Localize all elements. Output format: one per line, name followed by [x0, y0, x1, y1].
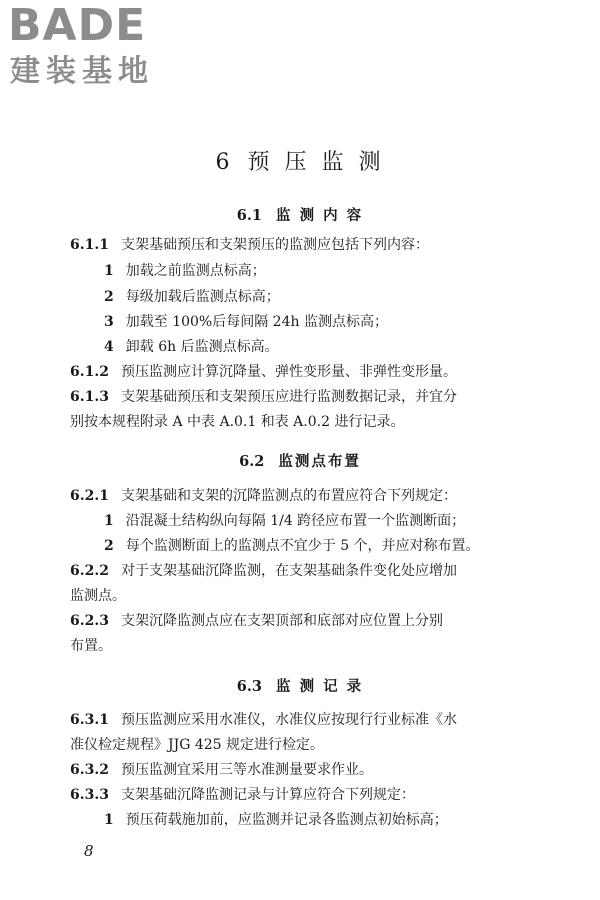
chapter-title: 预 压 监 测 — [247, 150, 385, 175]
item-number: 1 — [104, 812, 114, 828]
clause-text: 预压监测宜采用三等水准测量要求作业。 — [120, 762, 373, 778]
section-heading-6-1 — [0, 204, 600, 225]
item-number: 3 — [104, 314, 114, 330]
section-heading-6-3 — [0, 675, 600, 696]
chapter-number: 6 — [215, 150, 234, 175]
logo-wordmark: BADE — [8, 0, 147, 51]
clause-continuation — [70, 636, 530, 656]
clause-text: 支架基础和支架的沉降监测点的布置应符合下列规定： — [120, 488, 457, 504]
section-heading-6-2 — [0, 450, 600, 471]
clause-6-3-3 — [70, 785, 530, 805]
clause-text: 预压监测应计算沉降量、弹性变形量、非弹性变形量。 — [120, 364, 457, 380]
clause-number: 6.3.2 — [70, 762, 109, 778]
list-item — [104, 261, 564, 281]
item-text: 每级加载后监测点标高； — [125, 289, 280, 305]
clause-6-1-2 — [70, 362, 530, 382]
page-number: 8 — [84, 842, 94, 860]
clause-text: 支架沉降监测点应在支架顶部和底部对应位置上分别 — [120, 613, 443, 629]
item-text: 加载至 100%后每间隔 24h 监测点标高； — [125, 314, 388, 330]
clause-text: 准仪检定规程》JJG 425 规定进行检定。 — [70, 737, 325, 753]
clause-number: 6.3.3 — [70, 787, 109, 803]
list-item — [104, 287, 564, 307]
section-number: 6.2 — [239, 453, 265, 470]
item-text: 预压荷载施加前，应监测并记录各监测点初始标高； — [125, 812, 448, 828]
item-number: 2 — [104, 289, 114, 305]
item-text: 沿混凝土结构纵向每隔 1/4 跨径应布置一个监测断面； — [125, 513, 466, 529]
section-number: 6.3 — [236, 678, 263, 695]
clause-number: 6.2.1 — [70, 488, 109, 504]
clause-continuation — [70, 586, 530, 606]
list-item — [104, 810, 564, 830]
item-text: 卸载 6h 后监测点标高。 — [125, 339, 279, 355]
clause-continuation — [70, 412, 530, 432]
item-number: 2 — [104, 538, 114, 554]
clause-6-2-1 — [70, 486, 530, 506]
clause-6-3-1 — [70, 710, 530, 730]
clause-text: 别按本规程附录 A 中表 A.0.1 和表 A.0.2 进行记录。 — [70, 414, 405, 430]
clause-6-2-2 — [70, 561, 530, 581]
section-title: 监测点布置 — [278, 453, 361, 470]
list-item — [104, 312, 564, 332]
clause-text: 监测点。 — [70, 588, 126, 604]
item-number: 1 — [104, 263, 114, 279]
clause-number: 6.3.1 — [70, 712, 109, 728]
clause-number: 6.2.3 — [70, 613, 109, 629]
clause-number: 6.1.1 — [70, 237, 109, 253]
item-text: 加载之前监测点标高； — [125, 263, 266, 279]
clause-6-2-3 — [70, 611, 530, 631]
list-item — [104, 337, 564, 357]
clause-text: 布置。 — [70, 638, 112, 654]
clause-text: 支架基础沉降监测记录与计算应符合下列规定： — [120, 787, 415, 803]
clause-number: 6.2.2 — [70, 563, 109, 579]
list-item — [104, 536, 564, 556]
section-number: 6.1 — [236, 207, 263, 224]
item-number: 1 — [104, 513, 114, 529]
clause-number: 6.1.2 — [70, 364, 109, 380]
clause-6-3-2 — [70, 760, 530, 780]
logo-subtitle: 建装基地 — [10, 54, 154, 89]
item-number: 4 — [104, 339, 114, 355]
section-title: 监 测 记 录 — [276, 678, 364, 695]
clause-text: 对于支架基础沉降监测，在支架基础条件变化处应增加 — [120, 563, 457, 579]
item-text: 每个监测断面上的监测点不宜少于 5 个，并应对称布置。 — [125, 538, 480, 554]
clause-number: 6.1.3 — [70, 389, 109, 405]
clause-6-1-1 — [70, 235, 530, 255]
clause-continuation — [70, 735, 530, 755]
clause-text: 支架基础预压和支架预压应进行监测数据记录，并宜分 — [120, 389, 457, 405]
publisher-logo — [8, 0, 178, 94]
clause-6-1-3 — [70, 387, 530, 407]
list-item — [104, 511, 564, 531]
clause-text: 支架基础预压和支架预压的监测应包括下列内容： — [120, 237, 429, 253]
section-title: 监 测 内 容 — [276, 207, 364, 224]
clause-text: 预压监测应采用水准仪，水准仪应按现行行业标准《水 — [120, 712, 457, 728]
chapter-heading — [0, 145, 600, 176]
